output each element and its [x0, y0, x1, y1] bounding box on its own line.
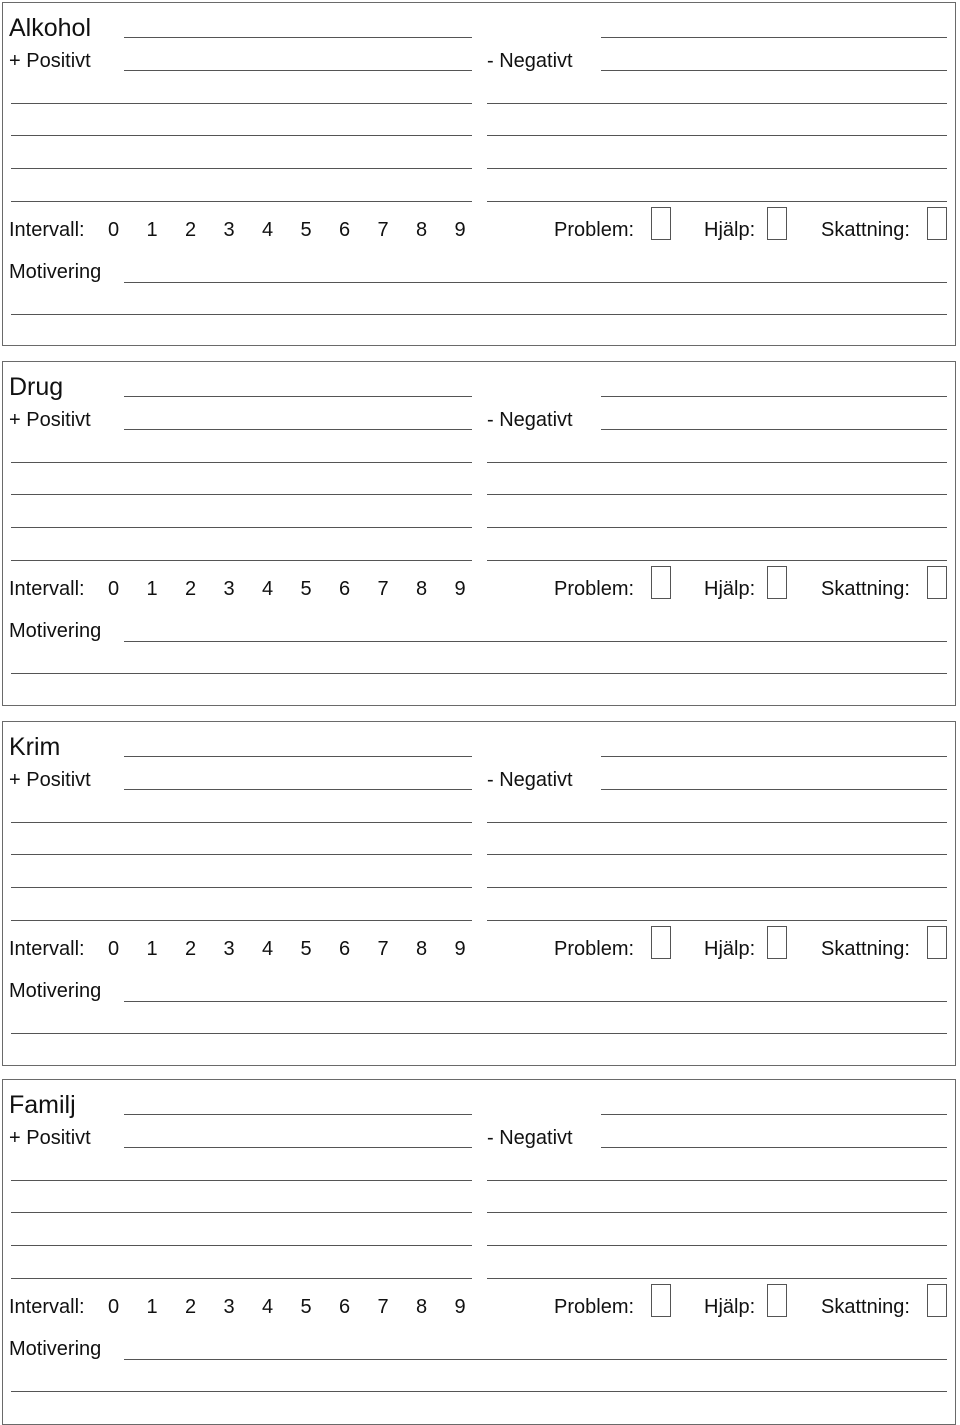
negative-line[interactable] [601, 70, 947, 71]
problem-checkbox[interactable] [651, 1284, 671, 1317]
negative-write-line-2[interactable] [487, 1212, 947, 1213]
rating-checkbox[interactable] [927, 207, 947, 240]
rating-label: Skattning: [821, 219, 910, 241]
negative-write-line-1[interactable] [487, 822, 947, 823]
interval-option-4[interactable]: 4 [262, 578, 274, 600]
problem-label: Problem: [554, 219, 635, 241]
interval-option-8[interactable]: 8 [416, 1296, 428, 1318]
interval-option-3[interactable]: 3 [223, 938, 235, 960]
interval-option-6[interactable]: 6 [339, 938, 351, 960]
interval-option-3[interactable]: 3 [223, 578, 235, 600]
interval-option-0[interactable]: 0 [108, 219, 120, 241]
interval-label: Intervall: [9, 219, 85, 241]
section-familj [2, 1079, 956, 1425]
interval-label: Intervall: [9, 938, 85, 960]
title-line-right[interactable] [601, 1114, 947, 1115]
positive-write-line-1[interactable] [11, 1180, 472, 1181]
positive-write-line-2[interactable] [11, 1212, 472, 1213]
interval-option-7[interactable]: 7 [377, 938, 389, 960]
motivation-line-2[interactable] [11, 1391, 947, 1392]
interval-option-2[interactable]: 2 [185, 1296, 197, 1318]
rating-label: Skattning: [821, 1296, 910, 1318]
interval-option-7[interactable]: 7 [377, 1296, 389, 1318]
help-checkbox[interactable] [767, 566, 787, 599]
negative-write-line-3[interactable] [487, 168, 947, 169]
positive-write-line-4[interactable] [11, 920, 472, 921]
interval-option-8[interactable]: 8 [416, 219, 428, 241]
interval-option-9[interactable]: 9 [454, 1296, 466, 1318]
title-line-right[interactable] [601, 756, 947, 757]
positive-label: + Positivt [9, 50, 91, 72]
negative-write-line-4[interactable] [487, 920, 947, 921]
title-line-left[interactable] [124, 396, 472, 397]
positive-write-line-3[interactable] [11, 1245, 472, 1246]
positive-line[interactable] [124, 789, 472, 790]
motivation-label: Motivering [9, 620, 102, 642]
interval-option-6[interactable]: 6 [339, 1296, 351, 1318]
section-alkohol [2, 2, 956, 346]
section-drug [2, 361, 956, 706]
positive-label: + Positivt [9, 1127, 91, 1149]
positive-write-line-2[interactable] [11, 135, 472, 136]
interval-option-3[interactable]: 3 [223, 219, 235, 241]
interval-option-4[interactable]: 4 [262, 938, 274, 960]
positive-write-line-1[interactable] [11, 103, 472, 104]
interval-option-7[interactable]: 7 [377, 219, 389, 241]
interval-option-5[interactable]: 5 [300, 578, 312, 600]
problem-checkbox[interactable] [651, 566, 671, 599]
positive-line[interactable] [124, 429, 472, 430]
positive-write-line-3[interactable] [11, 527, 472, 528]
help-label: Hjälp: [704, 578, 756, 600]
interval-scale [9, 220, 493, 240]
negative-line[interactable] [601, 789, 947, 790]
positive-write-line-4[interactable] [11, 1278, 472, 1279]
section-title: Alkohol [9, 14, 91, 42]
help-checkbox[interactable] [767, 1284, 787, 1317]
negative-label: - Negativt [487, 1127, 573, 1149]
interval-option-5[interactable]: 5 [300, 938, 312, 960]
motivation-label: Motivering [9, 1338, 102, 1360]
interval-scale [9, 1297, 493, 1317]
interval-option-1[interactable]: 1 [146, 1296, 158, 1318]
interval-scale [9, 579, 493, 599]
interval-option-7[interactable]: 7 [377, 578, 389, 600]
negative-write-line-2[interactable] [487, 135, 947, 136]
negative-label: - Negativt [487, 769, 573, 791]
problem-label: Problem: [554, 1296, 635, 1318]
interval-option-0[interactable]: 0 [108, 938, 120, 960]
interval-option-9[interactable]: 9 [454, 219, 466, 241]
positive-write-line-2[interactable] [11, 854, 472, 855]
rating-label: Skattning: [821, 938, 910, 960]
positive-line[interactable] [124, 1147, 472, 1148]
negative-label: - Negativt [487, 50, 573, 72]
interval-label: Intervall: [9, 1296, 85, 1318]
negative-write-line-2[interactable] [487, 494, 947, 495]
problem-checkbox[interactable] [651, 207, 671, 240]
interval-option-9[interactable]: 9 [454, 938, 466, 960]
motivation-line[interactable] [124, 1001, 947, 1002]
negative-label: - Negativt [487, 409, 573, 431]
negative-write-line-4[interactable] [487, 1278, 947, 1279]
negative-line[interactable] [601, 1147, 947, 1148]
positive-write-line-4[interactable] [11, 201, 472, 202]
motivation-line[interactable] [124, 641, 947, 642]
interval-option-1[interactable]: 1 [146, 219, 158, 241]
motivation-line[interactable] [124, 282, 947, 283]
interval-scale [9, 939, 493, 959]
interval-option-1[interactable]: 1 [146, 578, 158, 600]
positive-write-line-3[interactable] [11, 887, 472, 888]
rating-checkbox[interactable] [927, 566, 947, 599]
rating-checkbox[interactable] [927, 1284, 947, 1317]
negative-write-line-2[interactable] [487, 854, 947, 855]
interval-option-2[interactable]: 2 [185, 578, 197, 600]
title-line-right[interactable] [601, 37, 947, 38]
help-label: Hjälp: [704, 219, 756, 241]
positive-write-line-1[interactable] [11, 822, 472, 823]
problem-label: Problem: [554, 938, 635, 960]
positive-write-line-3[interactable] [11, 168, 472, 169]
help-checkbox[interactable] [767, 207, 787, 240]
help-label: Hjälp: [704, 938, 756, 960]
motivation-line-2[interactable] [11, 314, 947, 315]
interval-option-4[interactable]: 4 [262, 219, 274, 241]
motivation-label: Motivering [9, 261, 102, 283]
interval-option-0[interactable]: 0 [108, 1296, 120, 1318]
negative-write-line-4[interactable] [487, 201, 947, 202]
motivation-label: Motivering [9, 980, 102, 1002]
interval-option-2[interactable]: 2 [185, 938, 197, 960]
interval-option-8[interactable]: 8 [416, 938, 428, 960]
title-line-right[interactable] [601, 396, 947, 397]
interval-option-1[interactable]: 1 [146, 938, 158, 960]
title-line-left[interactable] [124, 37, 472, 38]
negative-write-line-3[interactable] [487, 1245, 947, 1246]
problem-checkbox[interactable] [651, 926, 671, 959]
positive-label: + Positivt [9, 409, 91, 431]
negative-write-line-3[interactable] [487, 887, 947, 888]
negative-line[interactable] [601, 429, 947, 430]
interval-option-3[interactable]: 3 [223, 1296, 235, 1318]
rating-label: Skattning: [821, 578, 910, 600]
interval-option-9[interactable]: 9 [454, 578, 466, 600]
title-line-left[interactable] [124, 1114, 472, 1115]
interval-option-6[interactable]: 6 [339, 578, 351, 600]
positive-write-line-2[interactable] [11, 494, 472, 495]
interval-option-5[interactable]: 5 [300, 219, 312, 241]
negative-write-line-1[interactable] [487, 462, 947, 463]
interval-option-4[interactable]: 4 [262, 1296, 274, 1318]
rating-checkbox[interactable] [927, 926, 947, 959]
section-krim [2, 721, 956, 1066]
motivation-line-2[interactable] [11, 673, 947, 674]
negative-write-line-1[interactable] [487, 103, 947, 104]
interval-option-2[interactable]: 2 [185, 219, 197, 241]
positive-label: + Positivt [9, 769, 91, 791]
motivation-line-2[interactable] [11, 1033, 947, 1034]
interval-label: Intervall: [9, 578, 85, 600]
negative-write-line-3[interactable] [487, 527, 947, 528]
interval-option-8[interactable]: 8 [416, 578, 428, 600]
negative-write-line-1[interactable] [487, 1180, 947, 1181]
interval-option-5[interactable]: 5 [300, 1296, 312, 1318]
help-checkbox[interactable] [767, 926, 787, 959]
section-title: Krim [9, 733, 61, 761]
negative-write-line-4[interactable] [487, 560, 947, 561]
section-title: Drug [9, 373, 64, 401]
motivation-line[interactable] [124, 1359, 947, 1360]
positive-write-line-4[interactable] [11, 560, 472, 561]
help-label: Hjälp: [704, 1296, 756, 1318]
interval-option-0[interactable]: 0 [108, 578, 120, 600]
title-line-left[interactable] [124, 756, 472, 757]
problem-label: Problem: [554, 578, 635, 600]
positive-write-line-1[interactable] [11, 462, 472, 463]
section-title: Familj [9, 1091, 76, 1119]
positive-line[interactable] [124, 70, 472, 71]
interval-option-6[interactable]: 6 [339, 219, 351, 241]
